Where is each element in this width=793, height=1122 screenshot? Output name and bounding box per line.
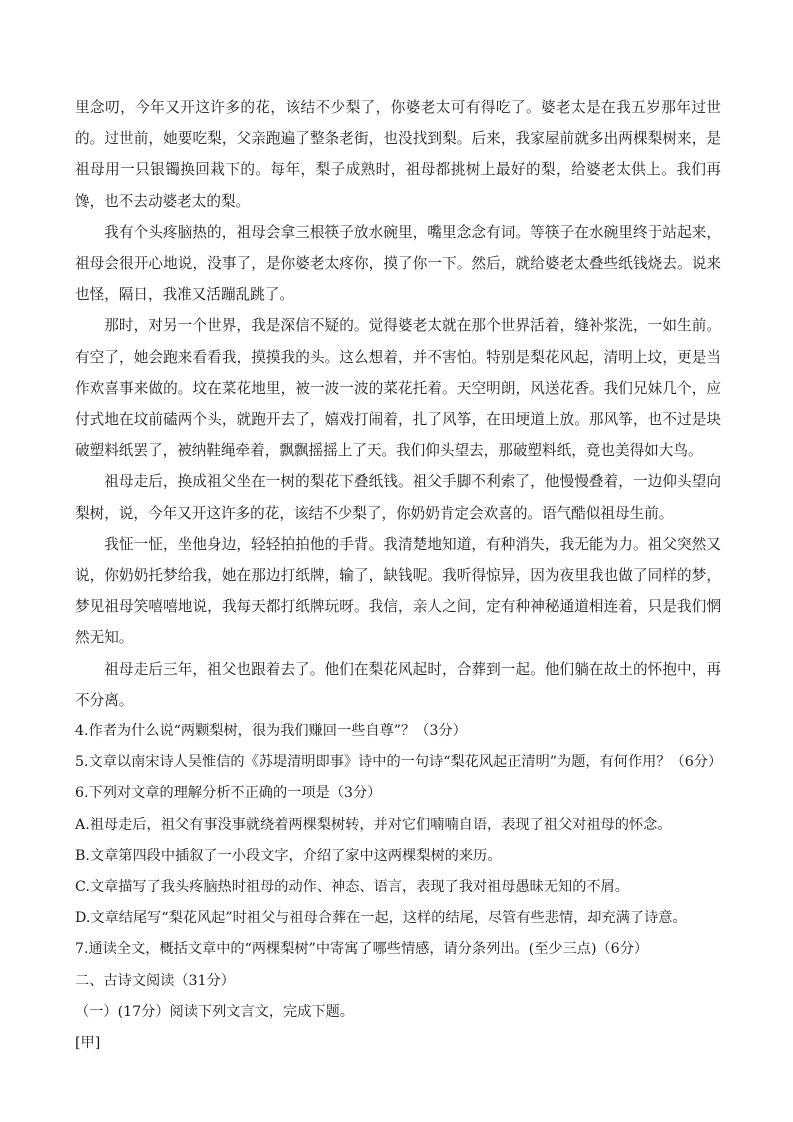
question-6: 6.下列对文章的理解分析不正确的一项是（3分）	[75, 785, 382, 802]
question-7: 7.通读全文，概括文章中的“两棵梨树”中寄寓了哪些情感，请分条列出。(至少三点)（6分）	[75, 941, 649, 958]
subsection-heading: （一）(17分）阅读下列文言文，完成下题。	[75, 1003, 354, 1020]
question-6-option-a: A.祖母走后，祖父有事没事就绕着两棵梨树转，并对它们喃喃自语，表现了祖父对祖母的怀念。	[75, 816, 672, 833]
question-6-option-b: B.文章第四段中插叙了一小段文字，介绍了家中这两棵梨树的来历。	[75, 847, 502, 864]
document-page	[75, 92, 721, 1059]
passage-label-jia: [甲]	[75, 1035, 101, 1052]
section-heading-classical: 二、古诗文阅读（31分）	[75, 972, 235, 989]
article-paragraph-1: 里念叨，今年又开这许多的花，该结不少梨了，你婆老太可有得吃了。婆老太是在我五岁那年过世的。过世前，她要吃梨，父亲跑遍了整条老街，也没找到梨。后来，我家屋前就多出两棵梨树来，是祖母用一只银镯换回栽下的。每年，梨子成熟时，祖母都挑树上最好的梨，给婆老太供上。我们再馋，也不去动婆老太的梨。	[75, 99, 721, 210]
question-5: 5.文章以南宋诗人吴惟信的《苏堤清明即事》诗中的一句诗“梨花风起正清明”为题，有何作用？（6分）	[75, 754, 723, 771]
question-4: 4.作者为什么说“两颗梨树，很为我们赚回一些自尊”？（3分）	[75, 723, 467, 740]
article-paragraph-3: 那时，对另一个世界，我是深信不疑的。觉得婆老太就在那个世界活着，缝补浆洗，一如生前。有空了，她会跑来看看我，摸摸我的头。这么想着，并不害怕。特别是梨花风起，清明上坟，更是当作欢喜事来做的。坟在菜花地里，被一波一波的菜花托着。天空明朗，风送花香。我们兄妹几个，应付式地在坟前磕两个头，就跑开去了，嬉戏打闹着，扎了风筝，在田埂道上放。那风筝，也不过是块破塑料纸罢了，被纳鞋绳牵着，飘飘摇摇上了天。我们仰头望去，那破塑料纸，竟也美得如大鸟。	[75, 317, 721, 460]
question-6-option-c: C.文章描写了我头疼脑热时祖母的动作、神态、语言，表现了我对祖母愚昧无知的不屑。	[75, 879, 629, 896]
article-paragraph-5: 我怔一怔，坐他身边，轻轻拍拍他的手背。我清楚地知道，有种消失，我无能为力。祖父突然又说，你奶奶托梦给我，她在那边打纸牌，输了，缺钱呢。我听得惊异，因为夜里我也做了同样的梦，梦见祖母笑嘻嘻地说，我每天都打纸牌玩呀。我信，亲人之间，定有种神秘通道相连着，只是我们惘然无知。	[75, 535, 721, 647]
article-paragraph-2: 我有个头疼脑热的，祖母会拿三根筷子放水碗里，嘴里念念有词。等筷子在水碗里终于站起来，祖母会很开心地说，没事了，是你婆老太疼你，摸了你一下。然后，就给婆老太叠些纸钱烧去。说来也怪，隔日，我准又活蹦乱跳了。	[75, 223, 721, 304]
article-paragraph-4: 祖母走后，换成祖父坐在一树的梨花下叠纸钱。祖父手脚不利索了，他慢慢叠着，一边仰头望向梨树，说，今年又开这许多的花，该结不少梨了，你奶奶肯定会欢喜的。语气酷似祖母生前。	[75, 473, 721, 522]
article-paragraph-6: 祖母走后三年，祖父也跟着去了。他们在梨花风起时，合葬到一起。他们躺在故土的怀抱中，再不分离。	[75, 660, 721, 709]
question-6-option-d: D.文章结尾写“梨花风起”时祖父与祖母合葬在一起，这样的结尾，尽管有些悲情，却充满了诗意。	[75, 910, 687, 927]
